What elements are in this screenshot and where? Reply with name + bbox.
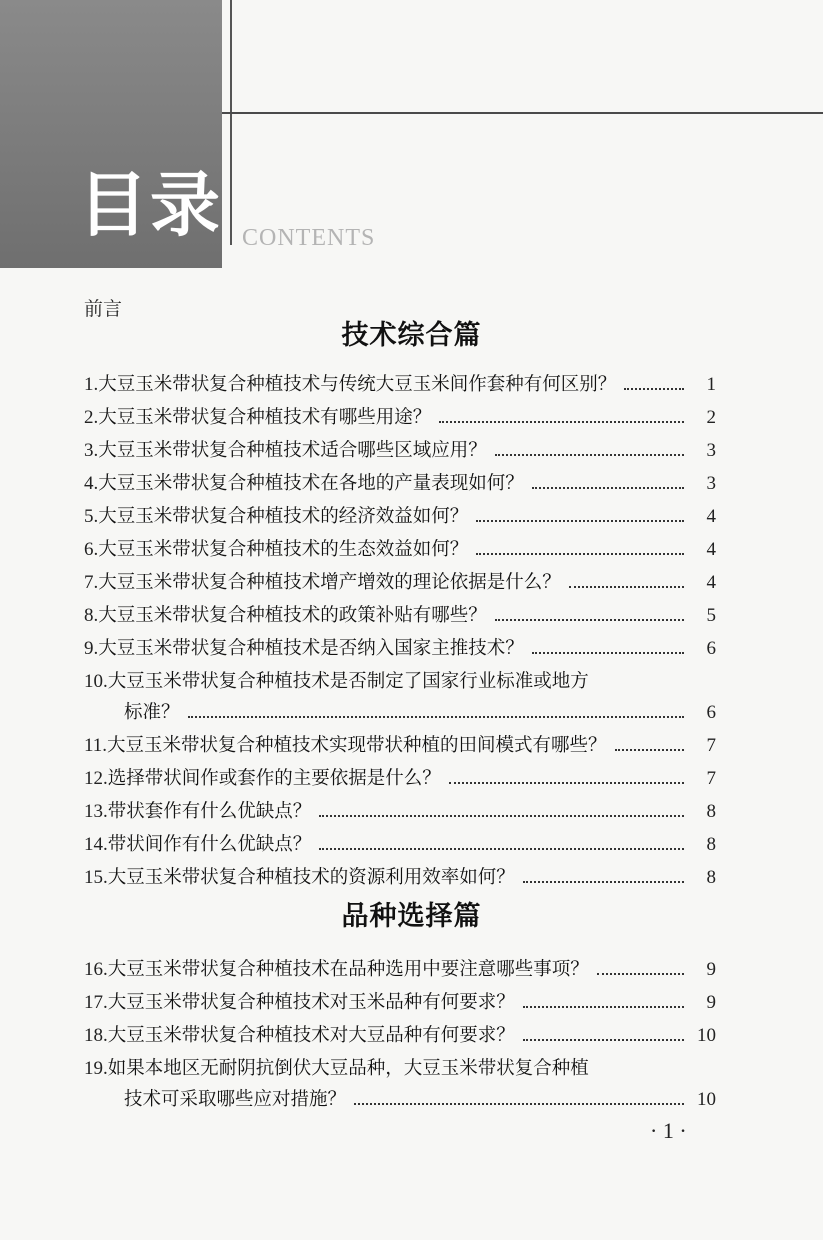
entry-title: 大豆玉米带状复合种植技术的政策补贴有哪些？ (98, 605, 487, 626)
toc-entry[interactable] (84, 403, 716, 433)
toc-entry[interactable] (84, 797, 716, 827)
entry-page: 5 (706, 605, 716, 626)
leader-dots (439, 421, 684, 423)
entry-page: 3 (706, 440, 716, 461)
leader-dots (495, 619, 684, 621)
toc-title: 目录 (78, 164, 222, 246)
entry-title-continued: 技术可采取哪些应对措施？ (124, 1089, 347, 1110)
entry-number: 19. (84, 1058, 108, 1079)
entry-number: 18. (84, 1025, 108, 1046)
toc-title-english: CONTENTS (242, 225, 376, 251)
entry-number: 14. (84, 834, 108, 855)
entry-page: 4 (706, 506, 716, 527)
leader-dots (523, 881, 684, 883)
entry-number: 11. (84, 735, 108, 756)
entry-title: 带状套作有什么优缺点？ (107, 801, 312, 822)
section-title: 技术综合篇 (341, 320, 482, 351)
page-number: · 1 · (650, 1118, 687, 1143)
entry-title: 大豆玉米带状复合种植技术增产增效的理论依据是什么？ (98, 572, 561, 593)
entry-title: 大豆玉米带状复合种植技术在各地的产量表现如何？ (98, 473, 524, 494)
entry-number: 6. (84, 539, 99, 560)
entry-number: 5. (84, 506, 99, 527)
entry-page: 8 (706, 801, 716, 822)
toc-entry[interactable] (84, 535, 716, 565)
toc-entry[interactable] (84, 731, 716, 761)
entry-page: 10 (697, 1025, 716, 1046)
entry-page: 2 (706, 407, 716, 428)
entry-title: 大豆玉米带状复合种植技术的资源利用效率如何？ (107, 867, 515, 888)
entry-page: 10 (697, 1089, 716, 1110)
toc-entry[interactable] (84, 955, 716, 985)
entry-number: 3. (84, 440, 99, 461)
leader-dots (319, 848, 684, 850)
entry-number: 16. (84, 959, 108, 980)
entry-title: 大豆玉米带状复合种植技术对玉米品种有何要求？ (107, 992, 515, 1013)
entry-page: 8 (706, 834, 716, 855)
entry-title: 大豆玉米带状复合种植技术实现带状种植的田间模式有哪些？ (107, 735, 607, 756)
header-horizontal-rule (222, 112, 823, 114)
entry-number: 10. (84, 671, 108, 692)
leader-dots (495, 454, 684, 456)
toc-entry[interactable] (84, 469, 716, 499)
entry-page: 7 (706, 735, 716, 756)
entry-title: 大豆玉米带状复合种植技术是否制定了国家行业标准或地方 (107, 671, 589, 692)
entry-page: 6 (706, 702, 716, 723)
entry-number: 12. (84, 768, 108, 789)
toc-entry[interactable] (84, 1054, 716, 1084)
toc-entry[interactable] (84, 502, 716, 532)
entry-title: 大豆玉米带状复合种植技术在品种选用中要注意哪些事项？ (107, 959, 589, 980)
entry-number: 4. (84, 473, 99, 494)
entry-page: 4 (706, 539, 716, 560)
entry-title-continued: 标准？ (124, 702, 180, 723)
entry-title: 大豆玉米带状复合种植技术的生态效益如何？ (98, 539, 469, 560)
entry-title: 带状间作有什么优缺点？ (107, 834, 312, 855)
leader-dots (523, 1006, 684, 1008)
section-title: 品种选择篇 (341, 901, 482, 932)
entry-title: 选择带状间作或套作的主要依据是什么？ (107, 768, 441, 789)
toc-preface[interactable]: 前言 (84, 298, 123, 320)
leader-dots (449, 782, 684, 784)
leader-dots (476, 553, 684, 555)
entry-title: 大豆玉米带状复合种植技术有哪些用途？ (98, 407, 432, 428)
toc-entry[interactable] (84, 568, 716, 598)
toc-entry-continuation[interactable] (124, 698, 716, 728)
leader-dots (523, 1039, 684, 1041)
entry-page: 9 (706, 959, 716, 980)
toc-entry[interactable] (84, 830, 716, 860)
entry-page: 1 (706, 374, 716, 395)
entry-page: 6 (706, 638, 716, 659)
toc-entry[interactable] (84, 1021, 716, 1051)
leader-dots (597, 973, 684, 975)
toc-entry[interactable] (84, 988, 716, 1018)
leader-dots (624, 388, 684, 390)
entry-number: 7. (84, 572, 99, 593)
entry-title: 大豆玉米带状复合种植技术的经济效益如何？ (98, 506, 469, 527)
leader-dots (532, 652, 684, 654)
leader-dots (188, 716, 684, 718)
header-vertical-rule (230, 0, 232, 245)
toc-entry[interactable] (84, 601, 716, 631)
toc-entry[interactable] (84, 667, 716, 697)
entry-number: 15. (84, 867, 108, 888)
entry-title: 如果本地区无耐阴抗倒伏大豆品种，大豆玉米带状复合种植 (107, 1058, 589, 1079)
entry-title: 大豆玉米带状复合种植技术是否纳入国家主推技术？ (98, 638, 524, 659)
toc-entry[interactable] (84, 370, 716, 400)
leader-dots (569, 586, 684, 588)
leader-dots (615, 749, 684, 751)
entry-title: 大豆玉米带状复合种植技术适合哪些区域应用？ (98, 440, 487, 461)
leader-dots (476, 520, 684, 522)
entry-title: 大豆玉米带状复合种植技术对大豆品种有何要求？ (107, 1025, 515, 1046)
leader-dots (354, 1103, 684, 1105)
leader-dots (532, 487, 684, 489)
entry-page: 4 (706, 572, 716, 593)
entry-title: 大豆玉米带状复合种植技术与传统大豆玉米间作套种有何区别？ (98, 374, 617, 395)
entry-page: 7 (706, 768, 716, 789)
toc-entry[interactable] (84, 863, 716, 893)
entry-page: 9 (706, 992, 716, 1013)
toc-entry-continuation[interactable] (124, 1085, 716, 1115)
leader-dots (319, 815, 684, 817)
entry-number: 17. (84, 992, 108, 1013)
entry-number: 1. (84, 374, 99, 395)
entry-number: 2. (84, 407, 99, 428)
toc-entry[interactable] (84, 436, 716, 466)
entry-number: 13. (84, 801, 108, 822)
entry-page: 8 (706, 867, 716, 888)
entry-page: 3 (706, 473, 716, 494)
toc-entry[interactable] (84, 764, 716, 794)
entry-number: 8. (84, 605, 99, 626)
entry-number: 9. (84, 638, 99, 659)
toc-entry[interactable] (84, 634, 716, 664)
